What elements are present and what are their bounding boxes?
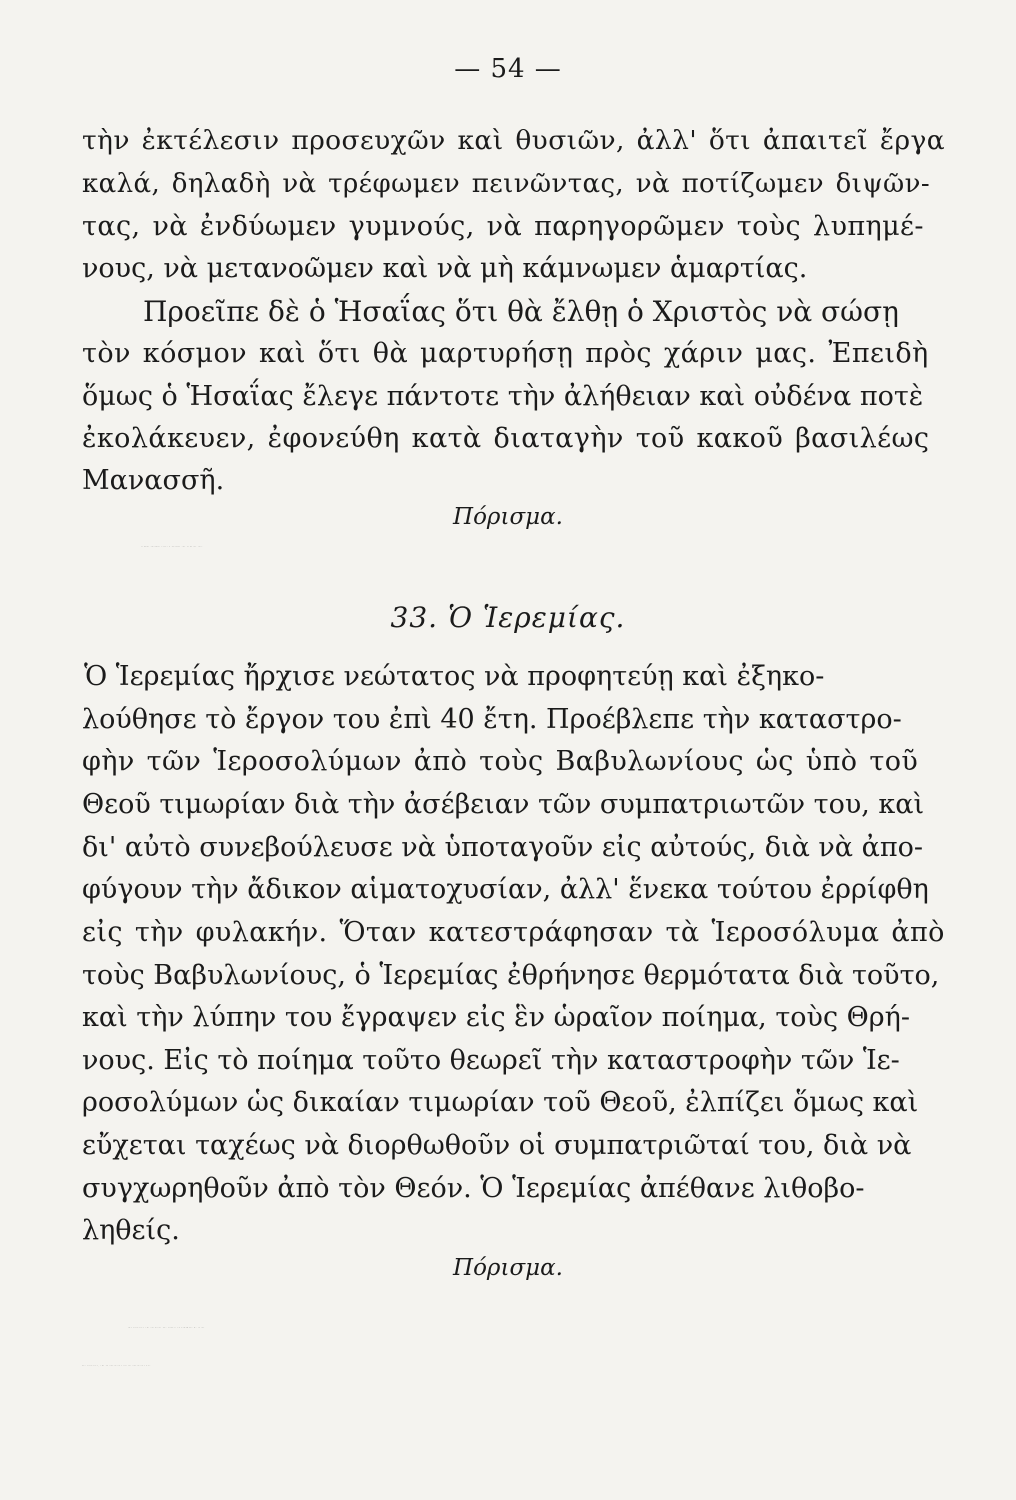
text-line: εὔχεται ταχέως νὰ διορθωθοῦν οἱ συμπατριῶταί του, διὰ νὰ: [82, 1130, 912, 1161]
moral-text: Τὴν εὐτυχίαν τῆς πατρίδος μας πρέπει νὰ θεωρῶμεν ὡς ἰδίαν: [128, 1328, 205, 1329]
text-line: εἰς τὴν φυλακήν. Ὅταν κατεστράφησαν τὰ Ἱεροσόλυμα ἀπὸ: [82, 917, 945, 948]
moral-text: μας εὐτυχίαν, τὴν δὲ δυστυχίαν της ὡς δυστυχίαν μας.: [82, 1366, 152, 1367]
porisma-heading: Πόρισμα.: [453, 504, 563, 530]
text-line: ὅμως ὁ Ἡσαΐας ἔλεγε πάντοτε τὴν ἀλήθειαν καὶ οὐδένα ποτὲ: [82, 381, 924, 412]
text-line: ἐκολάκευεν, ἐφονεύθη κατὰ διαταγὴν τοῦ κακοῦ βασιλέως: [82, 423, 930, 454]
text-line: καὶ τὴν λύπην του ἔγραψεν εἰς ἓν ὡραῖον ποίημα, τοὺς Θρή-: [82, 1002, 910, 1033]
moral-text: Ἀληθῶς εὐσεβὴς εἶναι ὁ ἀγαπῶν τὸν πλησίον του.: [141, 547, 204, 548]
text-line: Μανασσῆ.: [82, 465, 225, 496]
text-line: Θεοῦ τιμωρίαν διὰ τὴν ἀσέβειαν τῶν συμπατριωτῶν του, καὶ: [82, 789, 925, 820]
text-line: Ὁ Ἱερεμίας ἤρχισε νεώτατος νὰ προφητεύῃ καὶ ἐξηκο-: [84, 661, 825, 692]
text-line: δι' αὐτὸ συνεβούλευσε νὰ ὑποταγοῦν εἰς αὐτούς, διὰ νὰ ἀπο-: [82, 832, 923, 863]
text-line: ληθείς.: [82, 1215, 180, 1246]
text-line: καλά, δηλαδὴ νὰ τρέφωμεν πεινῶντας, νὰ ποτίζωμεν διψῶν-: [82, 169, 931, 199]
text-line: φύγουν τὴν ἄδικον αἱματοχυσίαν, ἀλλ' ἕνεκα τούτου ἐρρίφθη: [82, 874, 929, 905]
section-heading: 33. Ὁ Ἱερεμίας.: [390, 601, 626, 634]
text-line: τὸν κόσμον καὶ ὅτι θὰ μαρτυρήσῃ πρὸς χάριν μας. Ἐπειδὴ: [82, 338, 929, 369]
text-line: τας, νὰ ἐνδύωμεν γυμνούς, νὰ παρηγορῶμεν τοὺς λυπημέ-: [82, 211, 924, 242]
text-line: νους, νὰ μετανοῶμεν καὶ νὰ μὴ κάμνωμεν ἁμαρτίας.: [82, 253, 808, 284]
text-line: συγχωρηθοῦν ἀπὸ τὸν Θεόν. Ὁ Ἱερεμίας ἀπέθανε λιθοβο-: [82, 1173, 865, 1204]
page-number: — 54 —: [454, 54, 562, 84]
text-line: λούθησε τὸ ἔργον του ἐπὶ 40 ἔτη. Προέβλεπε τὴν καταστρο-: [82, 704, 902, 735]
text-line: ροσολύμων ὡς δικαίαν τιμωρίαν τοῦ Θεοῦ, ἐλπίζει ὅμως καὶ: [82, 1087, 919, 1118]
text-line: φὴν τῶν Ἱεροσολύμων ἀπὸ τοὺς Βαβυλωνίους ὡς ὑπὸ τοῦ: [82, 746, 919, 777]
text-line: τὴν ἐκτέλεσιν προσευχῶν καὶ θυσιῶν, ἀλλ' ὅτι ἀπαιτεῖ ἔργα: [82, 125, 945, 156]
text-line: Προεῖπε δὲ ὁ Ἡσαΐας ὅτι θὰ ἔλθῃ ὁ Χριστὸς νὰ σώσῃ: [143, 295, 899, 328]
text-line: νους. Εἰς τὸ ποίημα τοῦτο θεωρεῖ τὴν καταστροφὴν τῶν Ἱε-: [82, 1045, 900, 1076]
porisma-heading: Πόρισμα.: [453, 1255, 563, 1281]
text-line: τοὺς Βαβυλωνίους, ὁ Ἱερεμίας ἐθρήνησε θερμότατα διὰ τοῦτο,: [82, 960, 940, 991]
